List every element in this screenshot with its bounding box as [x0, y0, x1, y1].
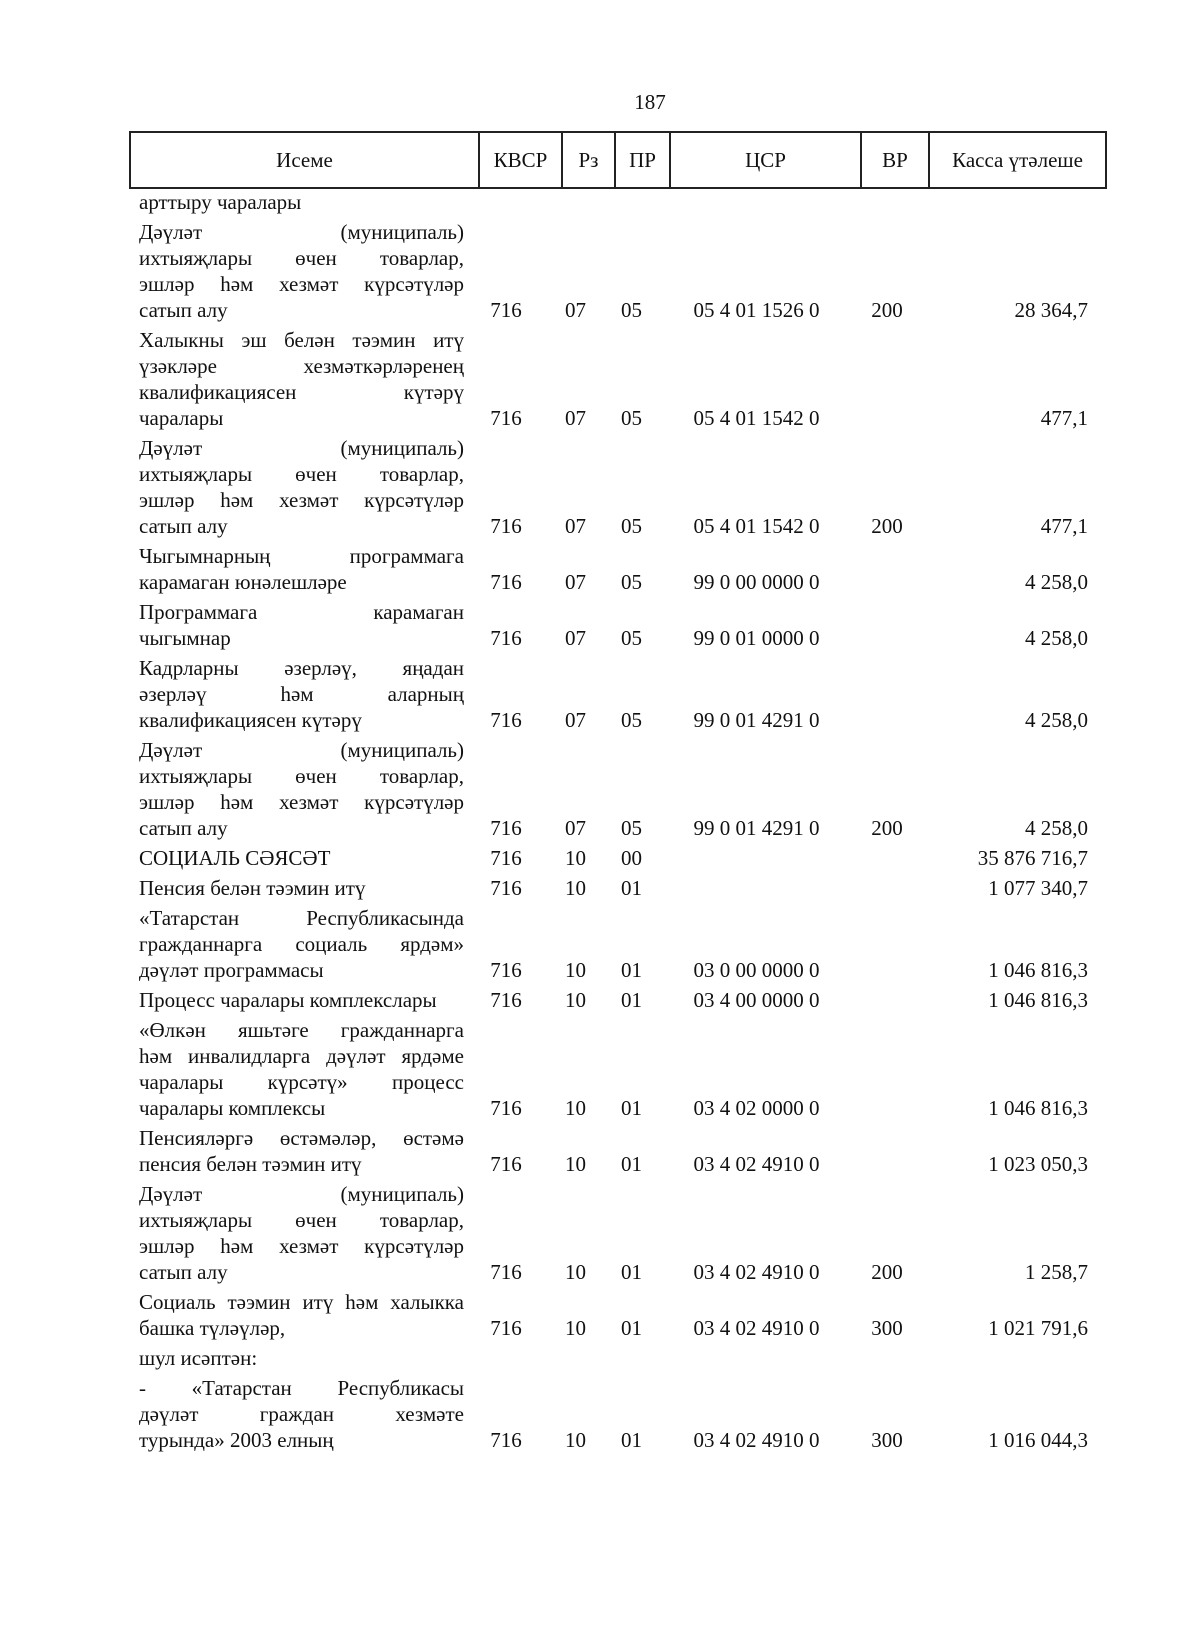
row-name-line: сатып алу	[139, 298, 228, 322]
table-row	[129, 737, 1129, 841]
row-name-line: гражданнарга социаль ярдәм»	[139, 932, 464, 956]
row-name-line: дәүләт программасы	[139, 958, 324, 982]
cell-kvsr: 716	[490, 1260, 522, 1284]
cell-kassa: 4 258,0	[1025, 626, 1088, 650]
cell-vr: 200	[871, 816, 903, 840]
row-name	[129, 599, 464, 651]
header-rz: Рз	[562, 132, 615, 188]
row-name	[129, 327, 464, 431]
cell-kassa: 1 023 050,3	[988, 1152, 1088, 1176]
row-name-line: Кадрларны әзерләү, яңадан	[139, 656, 464, 680]
table-row	[129, 1125, 1129, 1177]
cell-csr: 05 4 01 1526 0	[693, 298, 820, 322]
cell-kvsr: 716	[490, 988, 522, 1012]
row-name-line: арттыру чаралары	[139, 190, 302, 214]
table-row	[129, 1181, 1129, 1285]
table-row	[129, 845, 1129, 871]
cell-pr: 01	[621, 988, 642, 1012]
row-name-line: ихтыяҗлары өчен товарлар,	[139, 462, 464, 486]
cell-csr: 03 4 02 0000 0	[693, 1096, 820, 1120]
cell-rz: 10	[565, 1316, 586, 1340]
row-name-line: Дәүләт (муниципаль)	[139, 436, 464, 460]
table-row	[129, 1345, 1129, 1371]
row-name-line: эшләр һәм хезмәт күрсәтүләр	[139, 272, 464, 296]
row-name-line: һәм инвалидларга дәүләт ярдәме	[139, 1044, 464, 1068]
cell-kvsr: 716	[490, 1316, 522, 1340]
row-name	[129, 737, 464, 841]
cell-kassa: 4 258,0	[1025, 708, 1088, 732]
cell-rz: 07	[565, 626, 586, 650]
row-name-line: Дәүләт (муниципаль)	[139, 738, 464, 762]
cell-csr: 03 0 00 0000 0	[693, 958, 820, 982]
header-pr: ПР	[615, 132, 670, 188]
cell-kassa: 4 258,0	[1025, 816, 1088, 840]
cell-pr: 01	[621, 958, 642, 982]
row-name	[129, 905, 464, 983]
cell-rz: 10	[565, 1096, 586, 1120]
row-name-line: - «Татарстан Республикасы	[139, 1376, 464, 1400]
row-name-line: Дәүләт (муниципаль)	[139, 1182, 464, 1206]
row-name-line: Процесс чаралары комплекслары	[139, 988, 437, 1012]
cell-rz: 07	[565, 570, 586, 594]
table-row	[129, 327, 1129, 431]
row-name	[129, 845, 464, 871]
header-kassa: Касса үтәлеше	[929, 132, 1106, 188]
table-row	[129, 875, 1129, 901]
row-name	[129, 1017, 464, 1121]
cell-kvsr: 716	[490, 570, 522, 594]
cell-rz: 10	[565, 958, 586, 982]
cell-csr: 99 0 01 4291 0	[693, 708, 820, 732]
table-row	[129, 655, 1129, 733]
cell-pr: 00	[621, 846, 642, 870]
cell-csr: 99 0 01 0000 0	[693, 626, 820, 650]
cell-pr: 01	[621, 1152, 642, 1176]
header-csr: ЦСР	[670, 132, 861, 188]
cell-vr: 300	[871, 1428, 903, 1452]
cell-csr: 03 4 02 4910 0	[693, 1316, 820, 1340]
header-vr: ВР	[861, 132, 929, 188]
cell-kassa: 477,1	[1040, 406, 1088, 430]
row-name	[129, 189, 464, 215]
cell-csr: 03 4 02 4910 0	[693, 1152, 820, 1176]
cell-pr: 01	[621, 876, 642, 900]
cell-pr: 01	[621, 1096, 642, 1120]
cell-kassa: 1 021 791,6	[988, 1316, 1088, 1340]
cell-rz: 07	[565, 708, 586, 732]
row-name-line: сатып алу	[139, 514, 228, 538]
cell-rz: 10	[565, 988, 586, 1012]
page-number: 187	[634, 90, 666, 114]
row-name-line: чыгымнар	[139, 626, 231, 650]
row-name	[129, 435, 464, 539]
cell-pr: 05	[621, 816, 642, 840]
cell-pr: 05	[621, 626, 642, 650]
row-name-line: Пенсия белән тәэмин итү	[139, 876, 366, 900]
row-name-line: ихтыяҗлары өчен товарлар,	[139, 764, 464, 788]
cell-vr: 200	[871, 1260, 903, 1284]
cell-kassa: 28 364,7	[1014, 298, 1088, 322]
row-name-line: башка түләүләр,	[139, 1316, 286, 1340]
cell-kvsr: 716	[490, 514, 522, 538]
cell-kvsr: 716	[490, 876, 522, 900]
row-name-line: сатып алу	[139, 816, 228, 840]
row-name-line: квалификациясен күтәрү	[139, 380, 464, 404]
cell-kassa: 1 046 816,3	[988, 1096, 1088, 1120]
table-row	[129, 1017, 1129, 1121]
cell-vr: 200	[871, 298, 903, 322]
row-name-line: дәүләт граждан хезмәте	[139, 1402, 464, 1426]
table-body	[129, 189, 1129, 1457]
row-name-line: ихтыяҗлары өчен товарлар,	[139, 246, 464, 270]
cell-kvsr: 716	[490, 708, 522, 732]
cell-kassa: 1 046 816,3	[988, 988, 1088, 1012]
cell-vr: 200	[871, 514, 903, 538]
row-name-line: турында» 2003 елның	[139, 1428, 334, 1452]
cell-pr: 05	[621, 570, 642, 594]
table-row	[129, 219, 1129, 323]
row-name	[129, 987, 464, 1013]
cell-csr: 03 4 02 4910 0	[693, 1428, 820, 1452]
row-name	[129, 219, 464, 323]
row-name-line: шул исәптән:	[139, 1346, 258, 1370]
row-name	[129, 1289, 464, 1341]
cell-kvsr: 716	[490, 816, 522, 840]
row-name-line: «Татарстан Республикасында	[139, 906, 464, 930]
cell-csr: 03 4 02 4910 0	[693, 1260, 820, 1284]
cell-kvsr: 716	[490, 406, 522, 430]
table-row	[129, 987, 1129, 1013]
cell-kvsr: 716	[490, 1096, 522, 1120]
table-row	[129, 1375, 1129, 1453]
cell-pr: 05	[621, 708, 642, 732]
cell-rz: 07	[565, 514, 586, 538]
cell-vr: 300	[871, 1316, 903, 1340]
row-name	[129, 543, 464, 595]
cell-pr: 05	[621, 298, 642, 322]
row-name	[129, 1125, 464, 1177]
table-row	[129, 1289, 1129, 1341]
cell-rz: 10	[565, 846, 586, 870]
row-name-line: пенсия белән тәэмин итү	[139, 1152, 362, 1176]
table-row	[129, 189, 1129, 215]
cell-rz: 10	[565, 876, 586, 900]
cell-pr: 01	[621, 1316, 642, 1340]
row-name	[129, 875, 464, 901]
table-header	[129, 131, 1107, 189]
row-name-line: Социаль тәэмин итү һәм халыкка	[139, 1290, 464, 1314]
cell-rz: 07	[565, 816, 586, 840]
table-row	[129, 599, 1129, 651]
header-name: Исеме	[130, 132, 479, 188]
cell-csr: 99 0 01 4291 0	[693, 816, 820, 840]
cell-kvsr: 716	[490, 1428, 522, 1452]
cell-kassa: 35 876 716,7	[977, 846, 1088, 870]
row-name	[129, 1345, 464, 1371]
row-name-line: әзерләү һәм аларның	[139, 682, 464, 706]
cell-kassa: 1 077 340,7	[988, 876, 1088, 900]
row-name-line: Пенсияләргә өстәмәләр, өстәмә	[139, 1126, 464, 1150]
row-name-line: Программага карамаган	[139, 600, 464, 624]
cell-kassa: 477,1	[1040, 514, 1088, 538]
cell-pr: 01	[621, 1260, 642, 1284]
row-name-line: «Өлкән яшьтәге гражданнарга	[139, 1018, 464, 1042]
row-name-line: чаралары күрсәтү» процесс	[139, 1070, 464, 1094]
cell-kvsr: 716	[490, 1152, 522, 1176]
cell-rz: 07	[565, 406, 586, 430]
row-name-line: чаралары	[139, 406, 224, 430]
cell-rz: 10	[565, 1428, 586, 1452]
cell-kassa: 1 016 044,3	[988, 1428, 1088, 1452]
header-kvsr: КВСР	[479, 132, 562, 188]
cell-rz: 10	[565, 1152, 586, 1176]
row-name-line: карамаган юнәлешләре	[139, 570, 347, 594]
cell-pr: 05	[621, 514, 642, 538]
row-name-line: эшләр һәм хезмәт күрсәтүләр	[139, 1234, 464, 1258]
row-name-line: Дәүләт (муниципаль)	[139, 220, 464, 244]
row-name-line: чаралары комплексы	[139, 1096, 326, 1120]
cell-kvsr: 716	[490, 958, 522, 982]
cell-csr: 05 4 01 1542 0	[693, 406, 820, 430]
cell-rz: 07	[565, 298, 586, 322]
table-row	[129, 543, 1129, 595]
row-name-line: квалификациясен күтәрү	[139, 708, 362, 732]
row-name-line: ихтыяҗлары өчен товарлар,	[139, 1208, 464, 1232]
cell-rz: 10	[565, 1260, 586, 1284]
table-row	[129, 905, 1129, 983]
cell-pr: 05	[621, 406, 642, 430]
cell-kassa: 1 258,7	[1025, 1260, 1088, 1284]
cell-csr: 05 4 01 1542 0	[693, 514, 820, 538]
cell-kassa: 4 258,0	[1025, 570, 1088, 594]
row-name	[129, 1181, 464, 1285]
row-name-line: Халыкны эш белән тәэмин итү	[139, 328, 464, 352]
row-name-line: эшләр һәм хезмәт күрсәтүләр	[139, 790, 464, 814]
row-name-line: Чыгымнарның программага	[139, 544, 464, 568]
cell-kvsr: 716	[490, 298, 522, 322]
cell-kvsr: 716	[490, 626, 522, 650]
row-name-line: СОЦИАЛЬ СӘЯСӘТ	[139, 846, 331, 870]
cell-csr: 03 4 00 0000 0	[693, 988, 820, 1012]
row-name	[129, 1375, 464, 1453]
cell-kvsr: 716	[490, 846, 522, 870]
cell-csr: 99 0 00 0000 0	[693, 570, 820, 594]
cell-pr: 01	[621, 1428, 642, 1452]
row-name-line: сатып алу	[139, 1260, 228, 1284]
row-name-line: үзәкләре хезмәткәрләренең	[139, 354, 464, 378]
table-row	[129, 435, 1129, 539]
row-name	[129, 655, 464, 733]
cell-kassa: 1 046 816,3	[988, 958, 1088, 982]
row-name-line: эшләр һәм хезмәт күрсәтүләр	[139, 488, 464, 512]
